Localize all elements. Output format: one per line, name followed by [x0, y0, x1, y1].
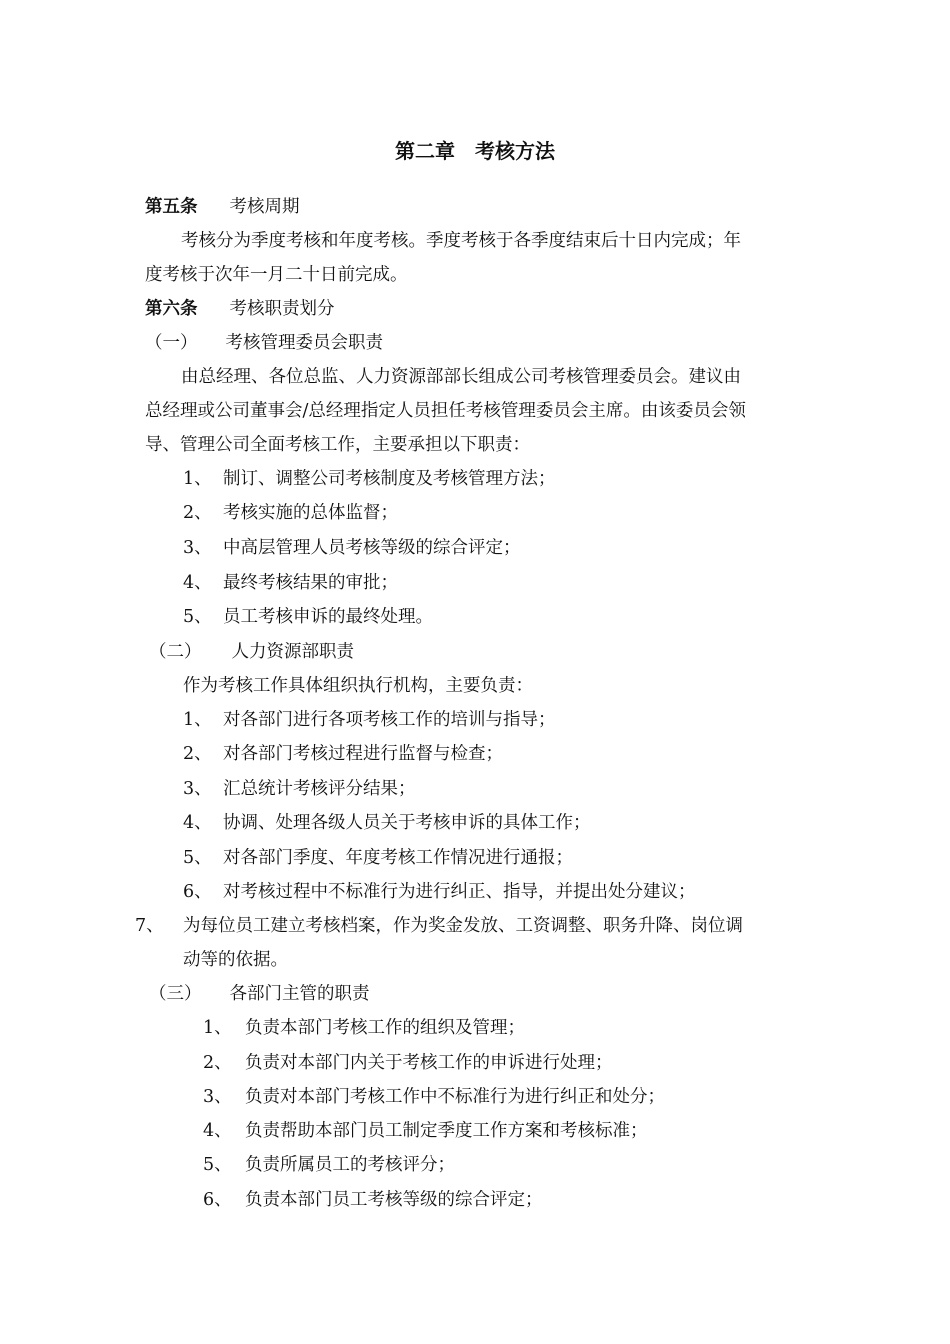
list-number: 3、	[183, 779, 212, 799]
section-1-intro-line: 导、管理公司全面考核工作，主要承担以下职责：	[145, 435, 530, 455]
list-text: 员工考核申诉的最终处理。	[223, 607, 433, 627]
list-number: 3、	[183, 538, 212, 558]
list-number: 4、	[183, 573, 212, 593]
list-text: 负责对本部门内关于考核工作的申诉进行处理；	[245, 1053, 613, 1073]
list-item	[183, 537, 521, 559]
section-marker: （一）	[145, 333, 198, 353]
section-2-heading	[149, 641, 354, 663]
list-item	[203, 1086, 665, 1108]
section-3-heading	[149, 983, 370, 1005]
section-marker: （二）	[149, 642, 202, 662]
list-number: 7、	[135, 916, 164, 936]
list-number: 1、	[183, 469, 212, 489]
list-text: 中高层管理人员考核等级的综合评定；	[223, 538, 521, 558]
list-text: 负责本部门员工考核等级的综合评定；	[245, 1190, 543, 1210]
list-text: 为每位员工建立考核档案，作为奖金发放、工资调整、职务升降、岗位调	[183, 916, 743, 936]
list-item	[203, 1017, 525, 1039]
list-item	[183, 881, 696, 903]
list-number: 2、	[183, 744, 212, 764]
list-text: 协调、处理各级人员关于考核申诉的具体工作；	[223, 813, 591, 833]
list-item	[203, 1120, 648, 1142]
list-text: 负责所属员工的考核评分；	[245, 1155, 455, 1175]
article-label: 第六条	[145, 299, 198, 319]
list-item	[183, 606, 433, 628]
list-item	[203, 1154, 455, 1176]
list-item	[183, 847, 573, 869]
chapter-title: 第二章 考核方法	[395, 139, 555, 163]
article-6-heading	[145, 298, 335, 320]
list-item	[183, 778, 416, 800]
article-5-heading	[145, 196, 300, 218]
section-1-heading	[145, 332, 383, 354]
list-number: 4、	[203, 1121, 232, 1141]
list-item	[183, 502, 398, 524]
list-item	[183, 572, 398, 594]
article-5-body-line: 考核分为季度考核和年度考核。季度考核于各季度结束后十日内完成；年	[181, 231, 741, 251]
section-1-intro-line: 由总经理、各位总监、人力资源部部长组成公司考核管理委员会。建议由	[181, 367, 741, 387]
list-number: 5、	[203, 1155, 232, 1175]
section-heading: 人力资源部职责	[231, 642, 354, 662]
list-text: 对各部门季度、年度考核工作情况进行通报；	[223, 848, 573, 868]
list-item	[183, 468, 556, 490]
list-text: 制订、调整公司考核制度及考核管理方法；	[223, 469, 556, 489]
article-heading: 考核周期	[229, 197, 300, 217]
article-heading: 考核职责划分	[229, 299, 335, 319]
article-label: 第五条	[145, 197, 198, 217]
list-item-continuation: 动等的依据。	[183, 950, 288, 970]
list-number: 1、	[183, 710, 212, 730]
article-5-body-line: 度考核于次年一月二十日前完成。	[145, 265, 408, 285]
list-number: 5、	[183, 848, 212, 868]
section-heading: 各部门主管的职责	[229, 984, 370, 1004]
list-text: 最终考核结果的审批；	[223, 573, 398, 593]
list-text: 负责对本部门考核工作中不标准行为进行纠正和处分；	[245, 1087, 665, 1107]
list-item	[203, 1189, 543, 1211]
list-item	[135, 915, 743, 937]
list-text: 考核实施的总体监督；	[223, 503, 398, 523]
list-item	[203, 1052, 613, 1074]
list-number: 6、	[203, 1190, 232, 1210]
list-item	[183, 743, 503, 765]
list-number: 1、	[203, 1018, 232, 1038]
list-text: 负责本部门考核工作的组织及管理；	[245, 1018, 525, 1038]
list-item	[183, 709, 556, 731]
list-text: 汇总统计考核评分结果；	[223, 779, 416, 799]
list-number: 2、	[203, 1053, 232, 1073]
list-text: 负责帮助本部门员工制定季度工作方案和考核标准；	[245, 1121, 648, 1141]
section-1-intro-line: 总经理或公司董事会/总经理指定人员担任考核管理委员会主席。由该委员会领	[145, 401, 746, 421]
section-marker: （三）	[149, 984, 202, 1004]
section-2-intro: 作为考核工作具体组织执行机构，主要负责：	[183, 676, 533, 696]
list-text: 对各部门考核过程进行监督与检查；	[223, 744, 503, 764]
section-heading: 考核管理委员会职责	[225, 333, 383, 353]
list-item	[183, 812, 591, 834]
list-number: 2、	[183, 503, 212, 523]
list-number: 5、	[183, 607, 212, 627]
list-number: 4、	[183, 813, 212, 833]
list-number: 3、	[203, 1087, 232, 1107]
list-number: 6、	[183, 882, 212, 902]
list-text: 对考核过程中不标准行为进行纠正、指导，并提出处分建议；	[223, 882, 696, 902]
list-text: 对各部门进行各项考核工作的培训与指导；	[223, 710, 556, 730]
